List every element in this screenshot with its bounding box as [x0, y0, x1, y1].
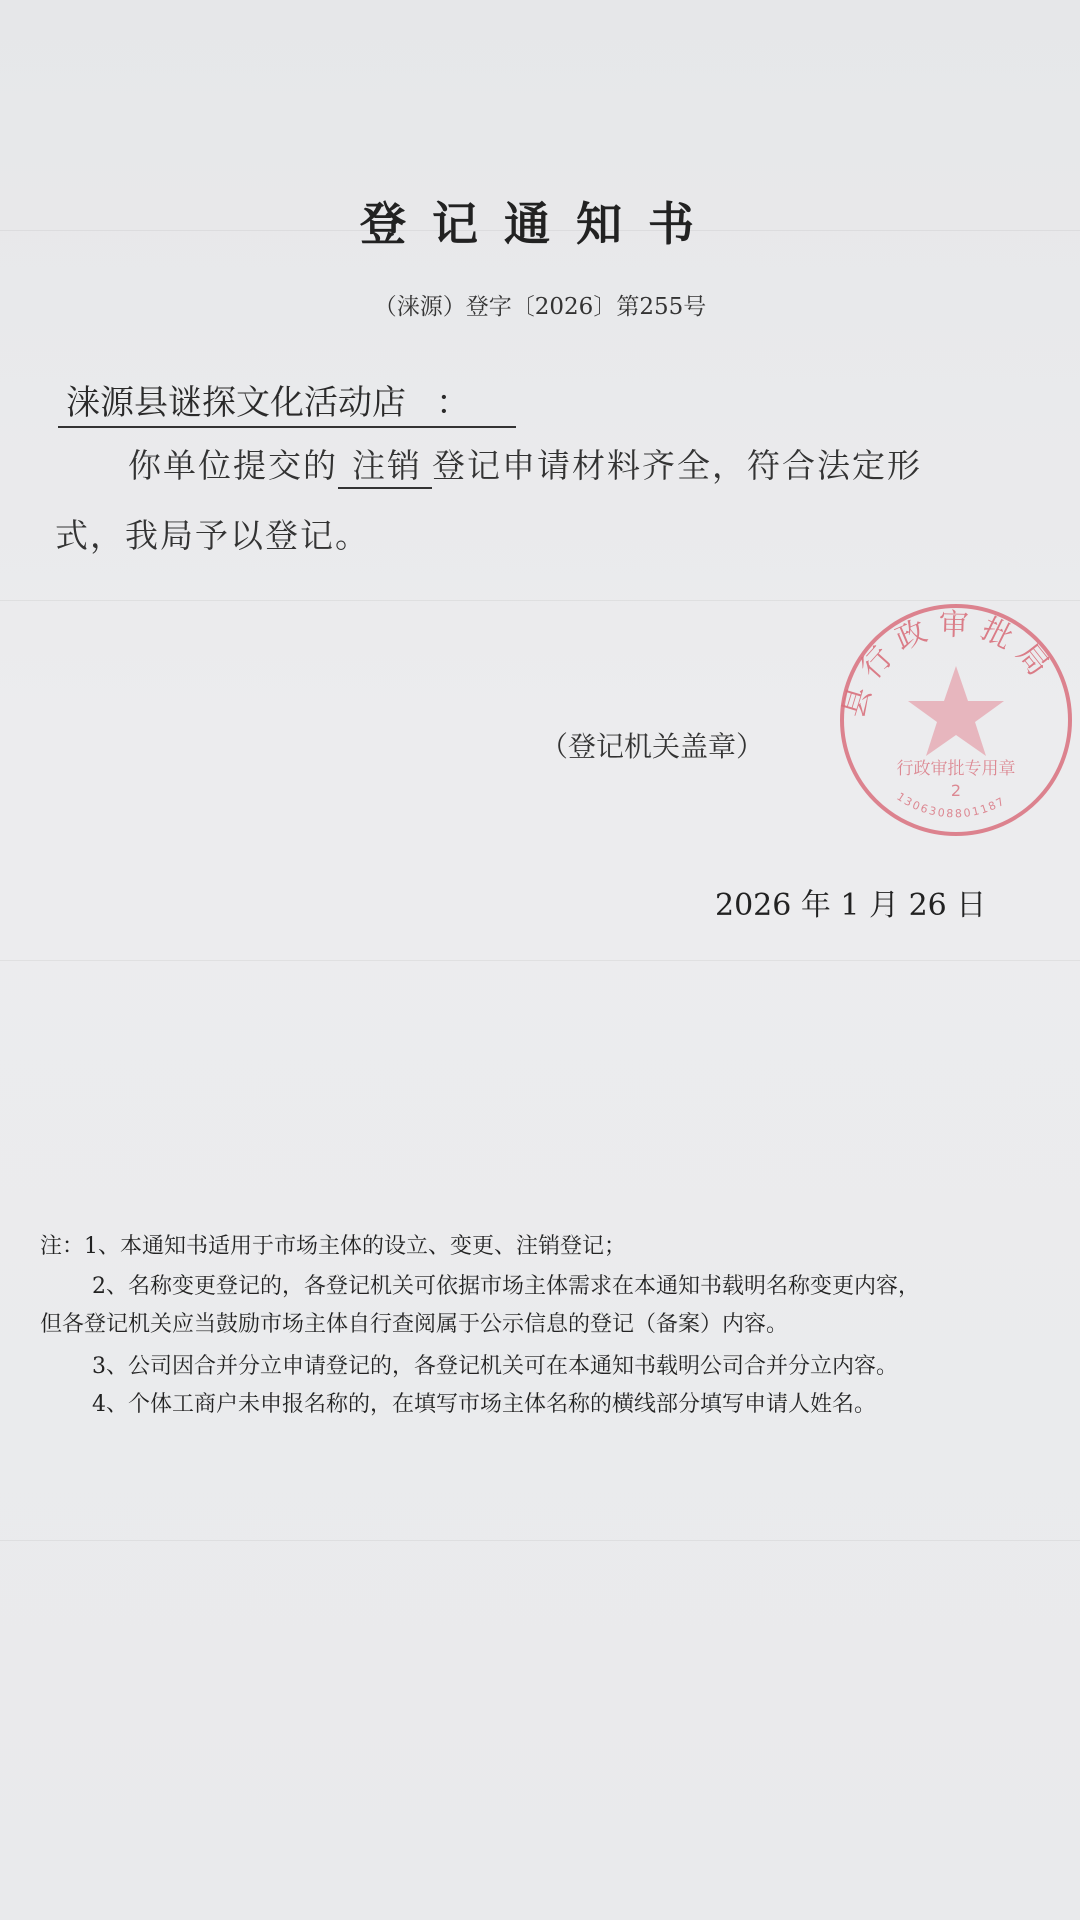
- registration-type: 注销: [338, 440, 432, 489]
- seal-number: 2: [950, 781, 962, 800]
- body-line-1: [128, 440, 922, 489]
- document-title: 登记通知书: [360, 197, 720, 251]
- document-number: （涞源）登字〔2026〕第255号: [373, 294, 707, 320]
- issue-date: 2026 年 1 月 26 日: [715, 888, 987, 923]
- seal-text: 县行政审批局: [836, 607, 1062, 722]
- seal-star-icon: [908, 666, 1004, 756]
- seal-inner-text: 行政审批专用章: [896, 759, 1016, 779]
- bleed-through-line: [0, 1540, 1080, 1541]
- entity-name-line: [58, 375, 516, 428]
- body-prefix: 你单位提交的: [128, 446, 338, 485]
- note-2: 2、名称变更登记的，各登记机关可依据市场主体需求在本通知书载明名称变更内容，: [92, 1274, 920, 1299]
- note-3: 3、公司因合并分立申请登记的，各登记机关可在本通知书载明公司合并分立内容。: [92, 1354, 898, 1379]
- note-4: 4、个体工商户未申报名称的，在填写市场主体名称的横线部分填写申请人姓名。: [92, 1392, 876, 1417]
- seal-label: （登记机关盖章）: [540, 730, 765, 763]
- note-2-continued: 但各登记机关应当鼓励市场主体自行查阅属于公示信息的登记（备案）内容。: [40, 1312, 789, 1337]
- entity-name: 涞源县谜探文化活动店: [66, 383, 406, 423]
- bleed-through-line: [0, 960, 1080, 961]
- official-seal-stamp: [832, 596, 1080, 844]
- entity-colon: ：: [436, 383, 470, 423]
- body-suffix: 登记申请材料齐全，符合法定形: [432, 446, 922, 485]
- note-1: 注：1、本通知书适用于市场主体的设立、变更、注销登记；: [40, 1234, 626, 1259]
- seal-code: 1306308801187: [894, 790, 1009, 821]
- body-line-2: 式，我局予以登记。: [55, 516, 370, 555]
